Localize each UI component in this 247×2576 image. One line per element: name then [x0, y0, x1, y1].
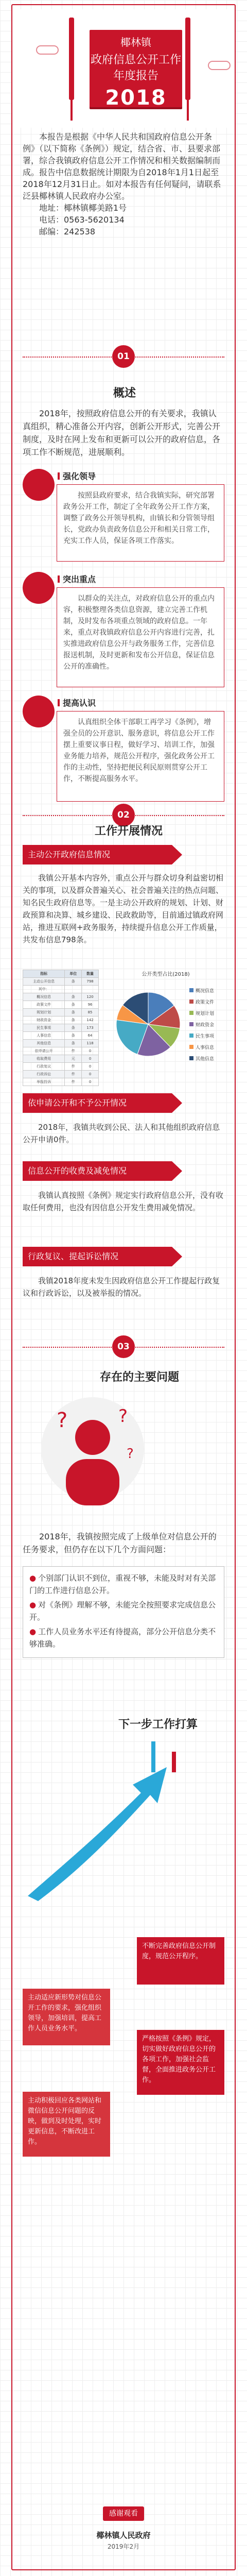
- bar-review: 行政复议、提起诉讼情况: [23, 1247, 172, 1266]
- next-step-box: 主动积极回应各类网站和微信信息公开问题的反映，做到及时处理，实时更新信息，不断改进工作。: [23, 2092, 110, 2157]
- left-lantern-pole: [69, 18, 74, 100]
- legend-swatch: [189, 1045, 193, 1049]
- table-cell: 条: [65, 1009, 82, 1016]
- header-year: 2018: [105, 86, 167, 110]
- section-number-01: 01: [112, 345, 135, 368]
- card-focus: 以群众的关注点，对政府信息公开的重点内容，积极整理各类信息资源，建立完善工作机制，及时发布各项重点领域的政府信息。一年来，重点对我镇政府信息公开内容进行完善，扎实推进政府信息公开与政务服务工作，完善信息报送机制，及时更新和发布公开信息，保证信息公开的准确性。: [57, 587, 224, 687]
- svg-text:?: ?: [118, 1406, 128, 1427]
- table-cell: 173: [82, 1024, 99, 1032]
- left-tassel-icon: [70, 100, 73, 121]
- bar-fees: 信息公开的收费及减免情况: [23, 1161, 172, 1181]
- table-cell: 人事信息: [23, 1032, 65, 1040]
- legend-swatch: [189, 999, 193, 1004]
- legend-label: 人事信息: [196, 1045, 215, 1050]
- cloud-decoration-icon: [36, 45, 59, 55]
- header-title: 政府信息公开工作年度报告: [90, 54, 181, 82]
- table-cell: 件: [65, 1047, 82, 1055]
- problems-list: [23, 1566, 224, 1658]
- table-row: [23, 1009, 99, 1016]
- para-review: 我镇2018年度未发生因政府信息公开工作提起行政复议和行政诉讼，以及被举报的情况。: [23, 1276, 220, 1298]
- right-lantern-pole: [185, 18, 190, 100]
- table-cell: 64: [82, 1032, 99, 1040]
- stats-table: [23, 970, 99, 1086]
- table-cell: 其他信息: [23, 1040, 65, 1047]
- table-cell: 条: [65, 1040, 82, 1047]
- legend-swatch: [189, 1011, 193, 1015]
- legend-swatch: [189, 1022, 193, 1026]
- legend-label: 其他信息: [196, 1057, 215, 1062]
- para-fees: 我镇认真按照《条例》规定实行政府信息公开，没有收取任何费用，也没有因信息公开发生费用减免情况。: [23, 1191, 224, 1212]
- section-title-problems: 存在的主要问题: [100, 1371, 180, 1384]
- next-step-box: 不断完善政府信息公开制度，规范公开程序。: [137, 1937, 224, 1985]
- table-cell: 件: [65, 1063, 82, 1071]
- table-cell: [65, 986, 82, 993]
- pie-chart-svg: [107, 968, 224, 1081]
- table-header-cell: 单位: [65, 970, 82, 978]
- next-step-box: 严格按照《条例》规定，切实做好政府信息公开的各项工作，加强社会监督，全面推进政务公开工作。: [137, 2030, 224, 2095]
- title-board: [90, 30, 182, 110]
- table-cell: 798: [82, 978, 99, 986]
- footer-org: 椰林镇人民政府: [96, 2531, 151, 2540]
- bar-proactive: 主动公开政府信息情况: [23, 845, 172, 865]
- legend-label: 规划计划: [196, 1011, 215, 1016]
- svg-text:?: ?: [57, 1409, 68, 1432]
- legend-label: 概况信息: [196, 989, 215, 994]
- table-cell: 条: [65, 978, 82, 986]
- section-title-work: 工作开展情况: [95, 825, 163, 838]
- growth-arrow-icon: [23, 1731, 224, 1901]
- problem-item: ● 个别部门认识不到位，重视不够，未能及时对有关部门的工作进行信息公开。: [29, 1572, 218, 1597]
- table-cell: 118: [82, 1040, 99, 1047]
- table-cell: 条: [65, 1024, 82, 1032]
- legend-swatch: [189, 988, 193, 992]
- table-cell: 件: [65, 1071, 82, 1078]
- table-cell: 条: [65, 1032, 82, 1040]
- table-cell: 件: [65, 1078, 82, 1086]
- bar-application: 依申请公开和不予公开情况: [23, 1093, 172, 1113]
- problem-item: ● 工作人员业务水平还有待提高，部分公开信息分类不够准确。: [29, 1625, 218, 1650]
- intro-address: 地址：椰林镇椰美路1号: [39, 203, 127, 213]
- table-cell: 142: [82, 1016, 99, 1024]
- legend-label: 民生事项: [196, 1034, 215, 1039]
- table-cell: 85: [82, 1009, 99, 1016]
- problem-item: ● 对《条例》理解不够，未能完全按照要求完成信息公开。: [29, 1599, 218, 1623]
- footer-date: 2019年2月: [107, 2543, 140, 2550]
- table-cell: 条: [65, 1016, 82, 1024]
- table-cell: 元: [65, 1055, 82, 1063]
- table-cell: 举报投诉: [23, 1078, 65, 1086]
- legend-label: 财政资金: [196, 1023, 215, 1028]
- right-tassel-icon: [187, 100, 189, 121]
- para-application: 2018年，我镇共收到公民、法人和其他组织政府信息公开申请0件。: [23, 1123, 220, 1144]
- table-row: [23, 1024, 99, 1032]
- table-row: [23, 978, 99, 986]
- table-cell: 主动公开信息: [23, 978, 65, 986]
- intro-phone: 电话：0563-5620134: [39, 215, 125, 225]
- table-cell: 0: [82, 1055, 99, 1063]
- leadership-icon: [23, 469, 55, 501]
- awareness-icon: [23, 696, 55, 727]
- table-cell: 行政复议: [23, 1063, 65, 1071]
- table-cell: [82, 986, 99, 993]
- table-row: [23, 1040, 99, 1047]
- table-row: [23, 1078, 99, 1086]
- problems-intro: 2018年，我镇按照完成了上级单位对信息公开的任务要求，但仍存在以下几个方面问题：: [23, 1532, 217, 1554]
- table-header-cell: 数量: [82, 970, 99, 978]
- table-row: [23, 1047, 99, 1055]
- table-cell: 行政诉讼: [23, 1071, 65, 1078]
- table-row: [23, 1071, 99, 1078]
- table-cell: 条: [65, 993, 82, 1001]
- table-cell: 收取费用: [23, 1055, 65, 1063]
- table-cell: 0: [82, 1071, 99, 1078]
- table-row: [23, 1001, 99, 1009]
- table-row: [23, 986, 99, 993]
- next-step-box: 主动适应新形势对信息公开工作的要求，强化组织领导，加强培训，提高工作人员业务水平。: [23, 1989, 110, 2045]
- table-header-row: [23, 970, 99, 978]
- table-cell: 民生事项: [23, 1024, 65, 1032]
- intro-paragraph: 本报告是根据《中华人民共和国政府信息公开条例》（以下简称《条例》）规定，结合省、市、县要求部署，综合我镇政府信息公开工作情况和相关数据编制而成。报告中信息数据统计期限为自2018年1月1日起至2018年12月31日止。如对本报告有任何疑问，请联系泛县椰林镇人民政府办公室。: [23, 132, 221, 201]
- table-cell: 0: [82, 1063, 99, 1071]
- section-number-03: 03: [112, 1335, 135, 1358]
- intro-block: [23, 131, 224, 238]
- section-title-overview: 概述: [113, 387, 136, 400]
- legend-label: 政策文件: [196, 1000, 215, 1005]
- table-row: [23, 1055, 99, 1063]
- focus-icon: [23, 572, 55, 604]
- table-cell: 财政资金: [23, 1016, 65, 1024]
- intro-postcode: 邮编：242538: [39, 227, 96, 236]
- table-cell: 概况信息: [23, 993, 65, 1001]
- table-cell: 依申请公开: [23, 1047, 65, 1055]
- table-cell: 规划计划: [23, 1009, 65, 1016]
- table-cell: 0: [82, 1047, 99, 1055]
- legend-swatch: [189, 1056, 193, 1060]
- card-title-leadership: 强化领导: [58, 470, 96, 482]
- svg-text:?: ?: [127, 1446, 134, 1462]
- overview-paragraph: 2018年，按照政府信息公开的有关要求，我镇认真组织，精心准备公开内容，创新公开形式，完善公开制度，及时在网上发布和更新可以公开的政府信息，各项工作不断规范，进展顺利。: [23, 409, 221, 457]
- legend-swatch: [189, 1033, 193, 1038]
- header-banner: [12, 9, 235, 128]
- para-proactive: 我镇公开基本内容外，重点公开与群众切身利益密切相关的事项，以及群众普遍关心、社会普遍关注的热点问题、知名民生政府信息等。一是主动公开政府的规划、计划、财政预算和决算、城乡建设、民政救助等，目前通过镇政府网站，推进互联网+政务服务，持续提升信息公开工作质量，共发布信息798条。: [23, 873, 224, 944]
- table-row: [23, 1063, 99, 1071]
- table-row: [23, 993, 99, 1001]
- table-cell: 0: [82, 1078, 99, 1086]
- table-cell: 条: [65, 1001, 82, 1009]
- table-row: [23, 1032, 99, 1040]
- chart-title: 公开类型占比(2018): [142, 972, 190, 977]
- section-title-next: 下一步工作打算: [118, 1718, 198, 1731]
- section-number-02: 02: [112, 804, 135, 826]
- table-row: [23, 1016, 99, 1024]
- card-title-awareness: 提高认识: [58, 697, 96, 708]
- question-figure-icon: [36, 1391, 149, 1515]
- table-cell: 96: [82, 1001, 99, 1009]
- table-header-cell: 指标: [23, 970, 65, 978]
- header-org: 椰林镇: [120, 36, 151, 48]
- table-cell: 120: [82, 993, 99, 1001]
- card-leadership: 按照县政府要求，结合我镇实际，研究部署政务公开工作，制定了全年政务公开工作方案，调整了政务公开领导机构，由镇长和分管领导组长，党政办负责政务信息公开和相关日常工作，充实工作人员，保证各项工作落实。: [57, 484, 224, 562]
- card-title-focus: 突出重点: [58, 573, 96, 585]
- thanks-badge: 感谢观看: [103, 2506, 144, 2521]
- table-cell: 其中：: [23, 986, 65, 993]
- table-cell: 政策文件: [23, 1001, 65, 1009]
- cloud-decoration-icon: [208, 61, 231, 70]
- pie-chart: [107, 968, 224, 1081]
- card-awareness: 认真组织全体干部职工再学习《条例》，增强全员的公开意识、服务意识，将信息公开工作摆上重要议事日程，做好学习、培训工作，加强业务能力培养，规范公开程序，强化政务公开工作的主动性，坚持把便民利民原则贯穿公开工作，不断提高服务水平。: [57, 711, 224, 802]
